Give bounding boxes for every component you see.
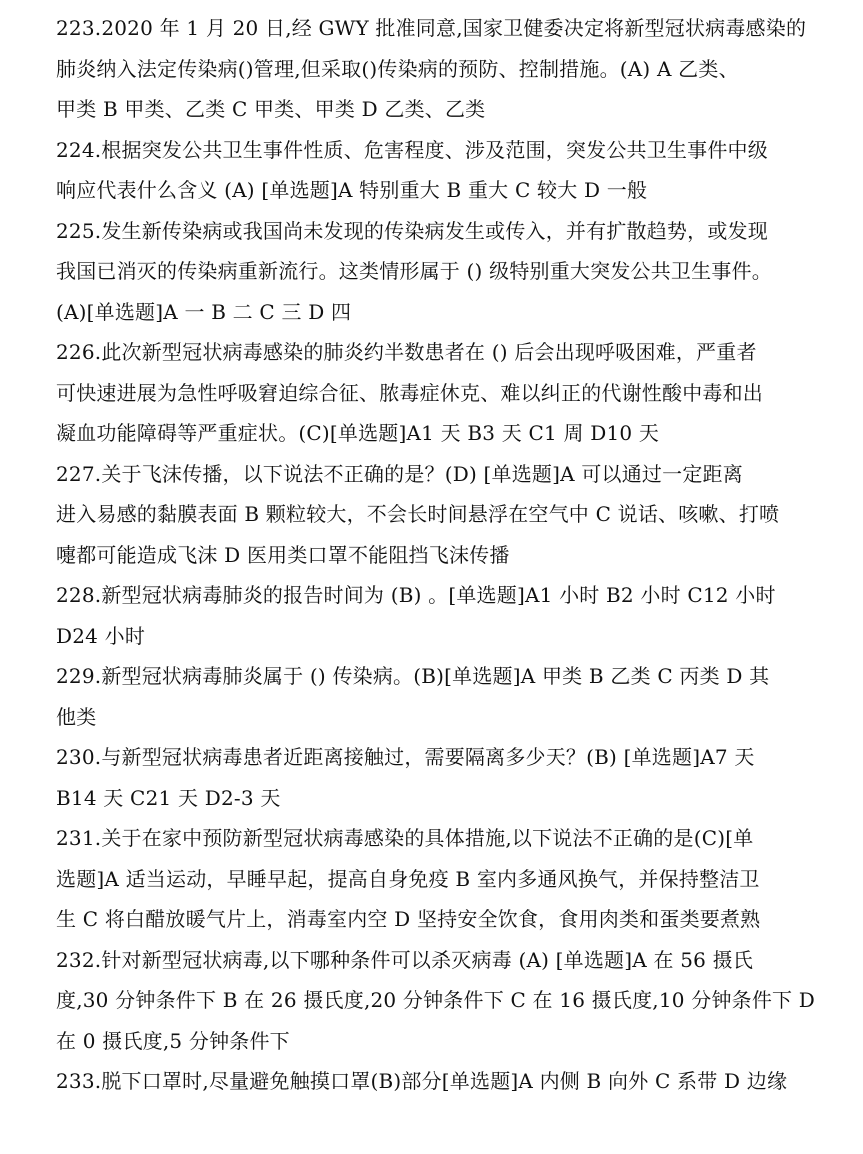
q226-line-3: 凝血功能障碍等严重症状。(C)[单选题]A1 天 B3 天 C1 周 D10 天 (56, 421, 660, 445)
q223-line-1: 223.2020 年 1 月 20 日,经 GWY 批准同意,国家卫健委决定将新型冠状病毒感染的 (56, 16, 807, 40)
q231-line-3: 生 C 将白醋放暖气片上，消毒室内空 D 坚持安全饮食，食用肉类和蛋类要煮熟 (56, 907, 761, 931)
q232-line-2: 度,30 分钟条件下 B 在 26 摄氏度,20 分钟条件下 C 在 16 摄氏度,10 分钟条件下 D (56, 988, 816, 1012)
q225-line-3: (A)[单选题]A 一 B 二 C 三 D 四 (56, 299, 352, 324)
q233-line-1: 233.脱下口罩时,尽量避免触摸口罩(B)部分[单选题]A 内侧 B 向外 C 系带 D 边缘 (56, 1069, 788, 1093)
q232-line-3: 在 0 摄氏度,5 分钟条件下 (56, 1028, 290, 1053)
q228-line-1: 228.新型冠状病毒肺炎的报告时间为 (B) 。[单选题]A1 小时 B2 小时 C12 小时 (56, 583, 776, 607)
q227-line-3: 嚏都可能造成飞沫 D 医用类口罩不能阻挡飞沫传播 (56, 542, 510, 567)
q223-line-3: 甲类 B 甲类、乙类 C 甲类、甲类 D 乙类、乙类 (56, 97, 486, 121)
q229-line-1: 229.新型冠状病毒肺炎属于 () 传染病。(B)[单选题]A 甲类 B 乙类 C 丙类 D 其 (56, 664, 770, 688)
q227-line-1: 227.关于飞沫传播，以下说法不正确的是？(D) [单选题]A 可以通过一定距离 (56, 461, 743, 486)
q226-line-2: 可快速进展为急性呼吸窘迫综合征、脓毒症休克、难以纠正的代谢性酸中毒和出 (56, 380, 763, 405)
document-page (56, 8, 816, 1102)
q229-line-2: 他类 (56, 704, 97, 729)
q232-line-1: 232.针对新型冠状病毒,以下哪种条件可以杀灭病毒 (A) [单选题]A 在 56 摄氏 (56, 947, 754, 972)
q230-line-1: 230.与新型冠状病毒患者近距离接触过，需要隔离多少天？(B) [单选题]A7 天 (56, 745, 755, 769)
q225-line-2: 我国已消灭的传染病重新流行。这类情形属于 () 级特别重大突发公共卫生事件。 (56, 259, 772, 283)
q230-line-2: B14 天 C21 天 D2-3 天 (56, 785, 281, 810)
q227-line-2: 进入易感的黏膜表面 B 颗粒较大，不会长时间悬浮在空气中 C 说话、咳嗽、打喷 (56, 502, 780, 526)
q225-line-1: 225.发生新传染病或我国尚未发现的传染病发生或传入，并有扩散趋势，或发现 (56, 218, 768, 243)
q224-line-1: 224.根据突发公共卫生事件性质、危害程度、涉及范围，突发公共卫生事件中级 (56, 137, 768, 162)
q231-line-1: 231.关于在家中预防新型冠状病毒感染的具体措施,以下说法不正确的是(C)[单 (56, 826, 754, 850)
q228-line-2: D24 小时 (56, 623, 146, 648)
q224-line-2: 响应代表什么含义 (A) [单选题]A 特别重大 B 重大 C 较大 D 一般 (56, 178, 648, 202)
q226-line-1: 226.此次新型冠状病毒感染的肺炎约半数患者在 () 后会出现呼吸困难，严重者 (56, 340, 757, 364)
q223-line-2: 肺炎纳入法定传染病()管理,但采取()传染病的预防、控制措施。(A) A 乙类、 (56, 56, 739, 81)
q231-line-2: 选题]A 适当运动，早睡早起，提高自身免疫 B 室内多通风换气，并保持整洁卫 (56, 866, 760, 891)
